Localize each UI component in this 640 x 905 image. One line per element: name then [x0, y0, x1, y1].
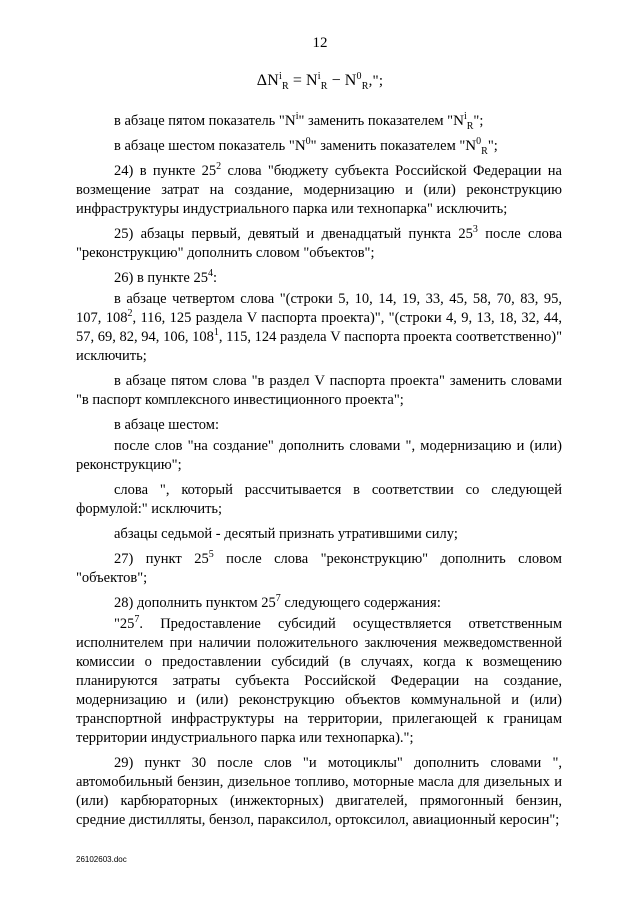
- symbol: N: [453, 113, 464, 129]
- formula-rhs2-sup: 0: [356, 71, 362, 82]
- formula-tail: ,";: [368, 73, 384, 89]
- formula-lhs-sup: i: [279, 71, 282, 82]
- formula-rhs2: N: [344, 72, 357, 89]
- superscript: 2: [216, 161, 222, 173]
- item-25: [76, 225, 562, 263]
- item-27: [76, 550, 562, 588]
- footer-filename: 26102603.doc: [76, 855, 127, 864]
- item-29: 29) пункт 30 после слов "и мотоциклы" дополнить словами ", автомобильный бензин, дизельное топливо, моторные масла для дизельных и (или) карбюраторных (инжекторных) двигателей, прямогонный бензин, средние дистилляты, бензол, параксилол, ортоксилол, авиационный керосин";: [76, 755, 562, 828]
- symbol: N: [294, 138, 306, 154]
- formula: [0, 72, 640, 90]
- text: ";: [487, 138, 498, 154]
- text: в абзаце шестом показатель ": [114, 138, 295, 154]
- item-26-paragraph-5: в абзаце пятом слова "в раздел V паспорта проекта" заменить словами "в паспорт комплексного инвестиционного проекта";: [76, 373, 562, 408]
- text: после слова "реконструкцию" дополнить словом "объектов";: [76, 226, 563, 261]
- text: . Предоставление субсидий осуществляется ответственным исполнителем при наличии положительного заключения межведомственной комиссии о предоставлении субсидий (в случаях, когда к возмещению планируются затраты субъекта Российской Федерации на создание, модернизацию и (или) реконструкцию объектов коммунальной и (или) транспортной инфраструктуры на территории, прилегающей к границам территории индустриального парка или технопарка).";: [76, 616, 562, 746]
- symbol-sup: 0: [476, 136, 482, 148]
- text: , 115, 124 раздела V паспорта проекта соответственно)" исключить;: [76, 329, 562, 364]
- formula-lhs: N: [267, 72, 279, 89]
- text: 24) в пункте 25: [114, 163, 217, 179]
- item-26-after-words: после слов "на создание" дополнить словами ", модернизацию и (или) реконструкцию";: [76, 438, 562, 473]
- symbol: N: [284, 113, 296, 129]
- formula-rhs1-sub: R: [320, 81, 328, 92]
- text: слова "бюджету субъекта Российской Федерации на возмещение затрат на создание, модернизацию и (или) реконструкцию инфраструктуры индустриального парка или технопарка" исключить;: [76, 163, 562, 217]
- text: 26) в пункте 25: [114, 270, 208, 286]
- item-28-quote: [76, 615, 562, 748]
- item-26-paragraph-4: [76, 290, 562, 366]
- superscript: 1: [213, 327, 219, 339]
- text: 25) абзацы первый, девятый и двенадцатый пункта 25: [114, 226, 473, 242]
- document-body: [76, 112, 562, 836]
- item-26-words: слова ", который рассчитывается в соответствии со следующей формулой:" исключить;: [76, 482, 562, 517]
- text: после слова "реконструкцию" дополнить словом "объектов";: [76, 551, 562, 586]
- text: 28) дополнить пунктом 25: [114, 595, 276, 611]
- text: " заменить показателем ": [310, 138, 466, 154]
- formula-delta: Δ: [256, 72, 268, 89]
- symbol-sup: i: [295, 111, 299, 123]
- text: :: [212, 270, 217, 286]
- item-26: [76, 269, 562, 288]
- superscript: 3: [472, 224, 478, 236]
- text: "25: [114, 616, 135, 632]
- symbol-sup: i: [463, 111, 467, 123]
- formula-rhs1: N: [306, 72, 318, 89]
- paragraph-replace-5th: [76, 112, 562, 131]
- superscript: 5: [208, 549, 214, 561]
- text: ";: [473, 113, 484, 129]
- symbol-sup: 0: [305, 136, 311, 148]
- text: в абзаце четвертом слова "(строки 5, 10, 14, 19, 33, 45, 58, 70, 83, 95, 107, 108: [76, 291, 562, 326]
- superscript: 7: [275, 593, 281, 605]
- item-24: [76, 162, 562, 219]
- superscript: 4: [207, 268, 213, 280]
- item-26-paragraphs-void: абзацы седьмой - десятый признать утратившими силу;: [114, 526, 458, 542]
- item-26-paragraph-6: в абзаце шестом:: [114, 417, 219, 433]
- text: " заменить показателем ": [298, 113, 454, 129]
- paragraph-replace-6th: [76, 137, 562, 156]
- symbol-sub: R: [466, 120, 474, 132]
- formula-minus: −: [331, 72, 341, 89]
- text: в абзаце пятом показатель ": [114, 113, 285, 129]
- text: следующего содержания:: [280, 595, 441, 611]
- superscript: 7: [134, 614, 140, 626]
- formula-eq: =: [292, 72, 303, 89]
- formula-lhs-sub: R: [281, 81, 289, 92]
- item-28: [76, 594, 562, 613]
- superscript: 2: [127, 308, 133, 320]
- symbol: N: [465, 138, 477, 154]
- text: , 116, 125 раздела V паспорта проекта)", "(строки 4, 9, 13, 18, 32, 44, 57, 69, 82, 94, 106, 108: [76, 310, 563, 345]
- formula-rhs2-sub: R: [361, 81, 369, 92]
- text: 27) пункт 25: [114, 551, 209, 567]
- symbol-sub: R: [481, 145, 488, 157]
- formula-rhs1-sup: i: [317, 71, 321, 82]
- page-number: 12: [312, 35, 328, 51]
